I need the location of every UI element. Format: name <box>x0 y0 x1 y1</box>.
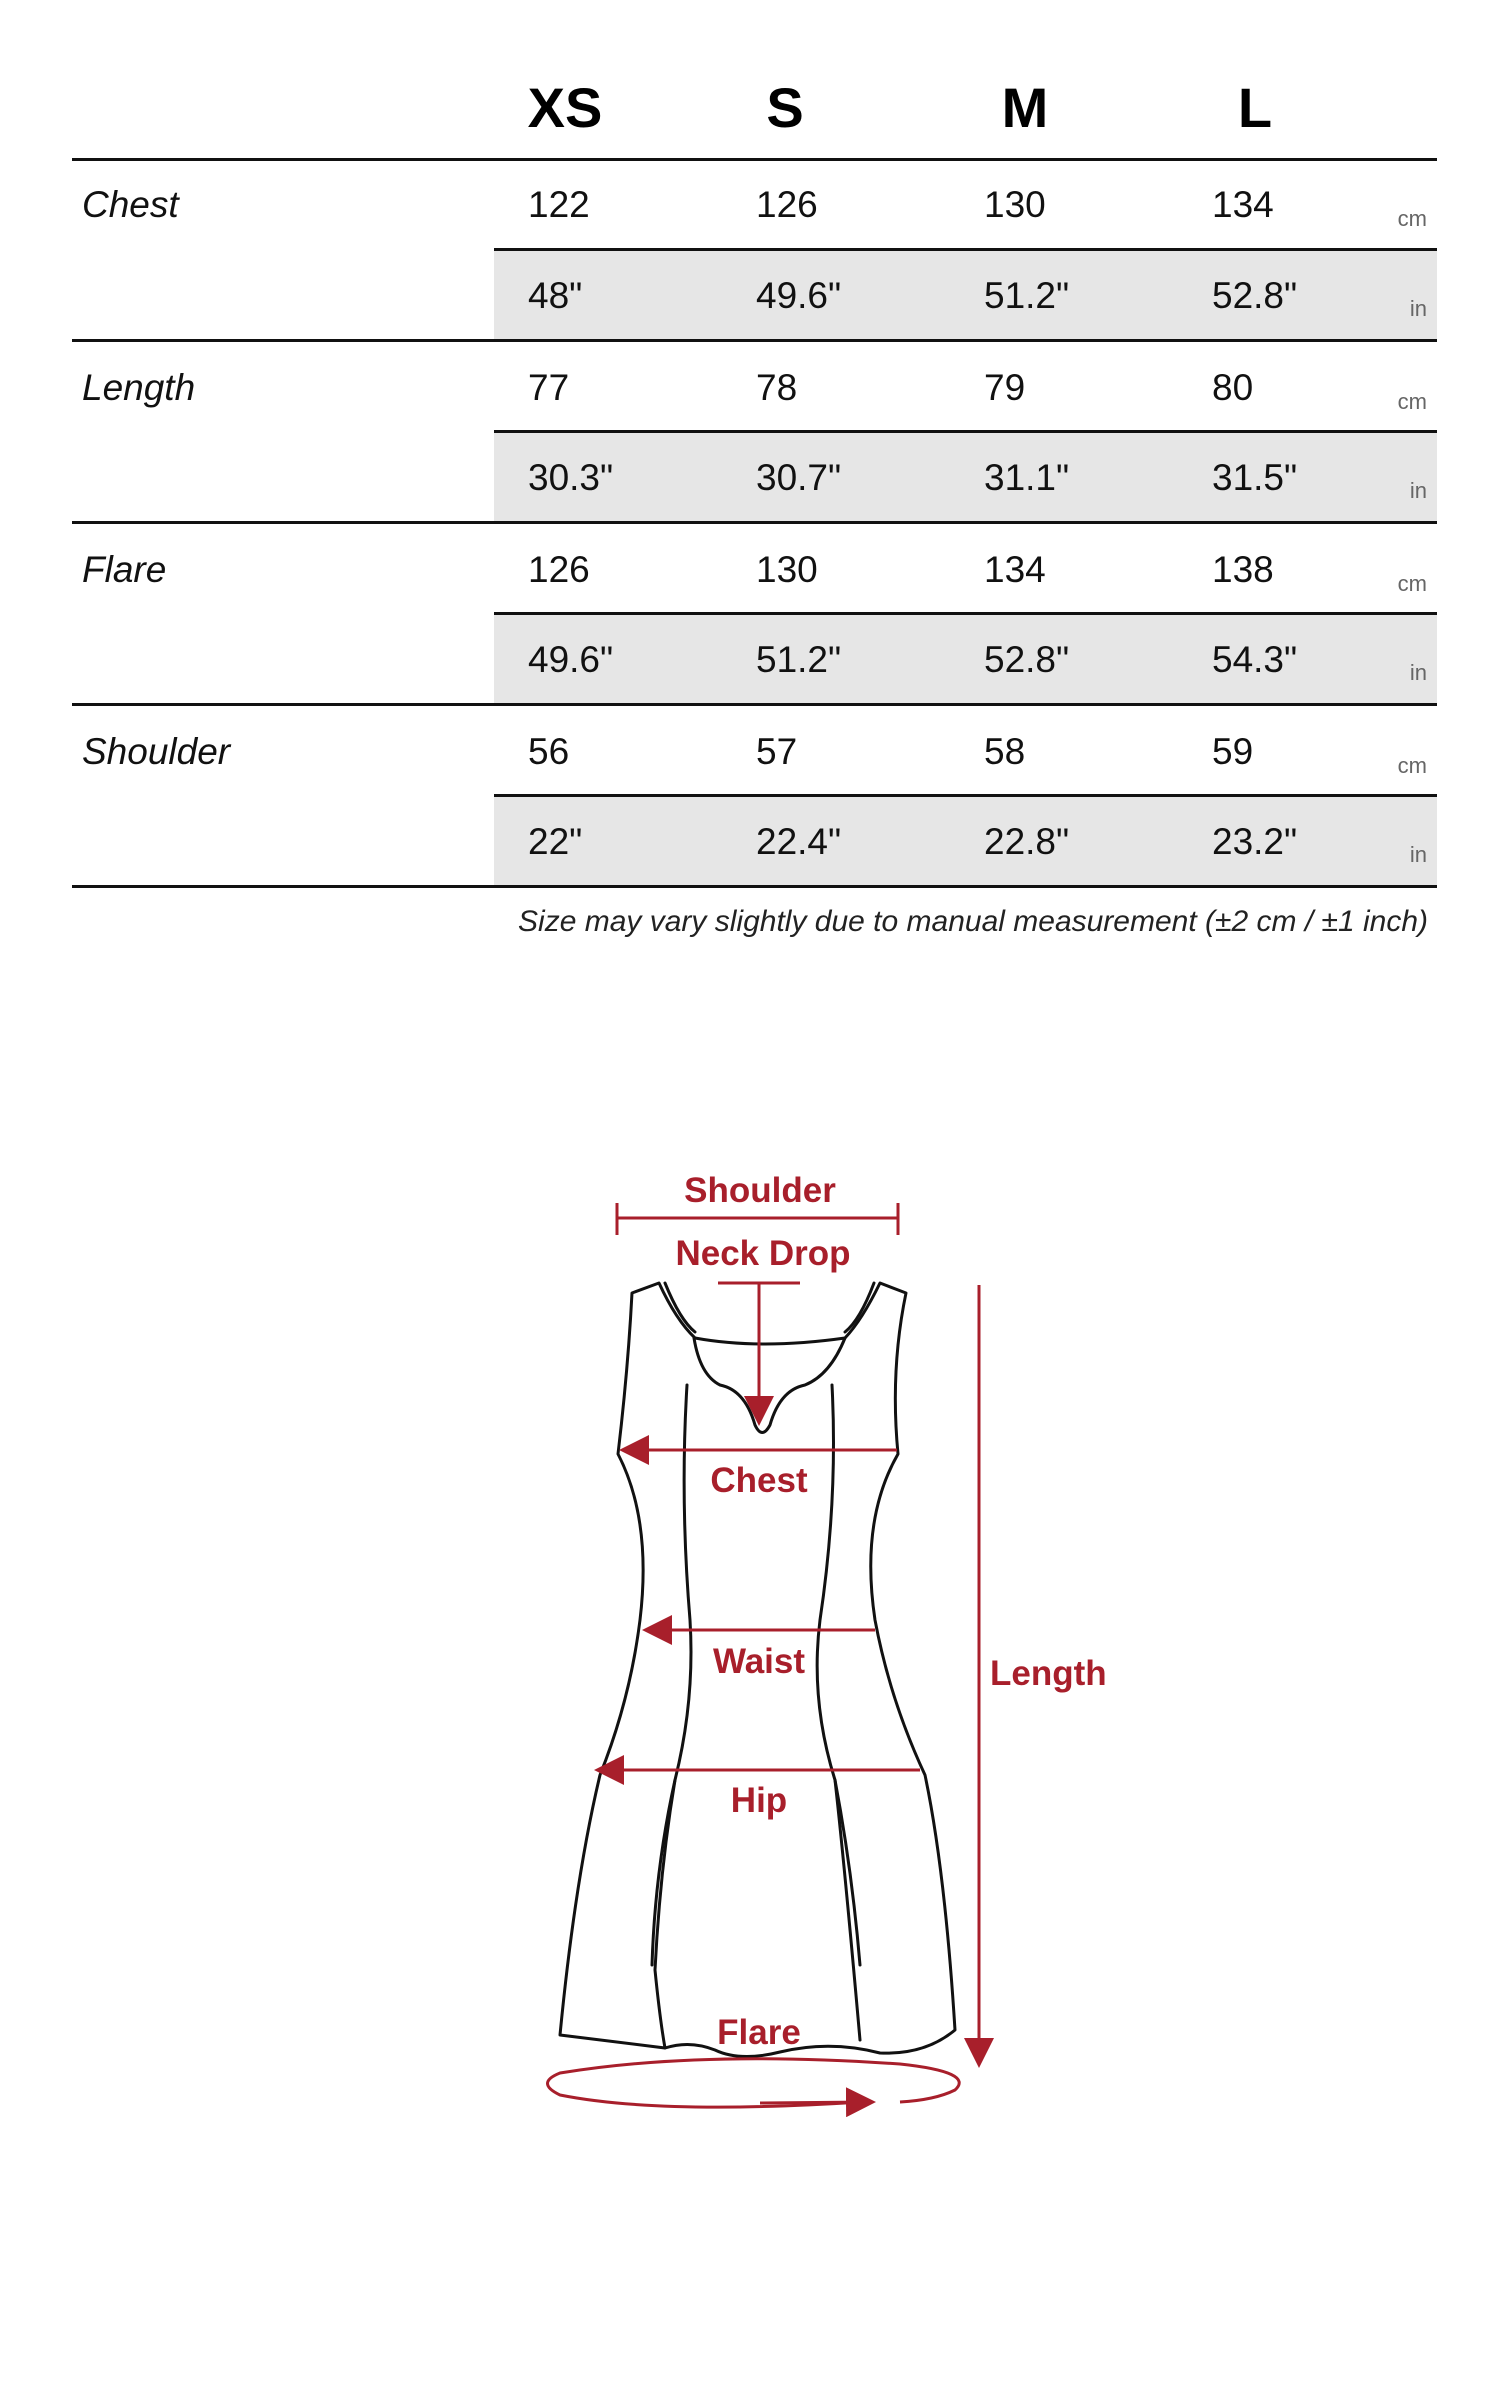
length-cm-l: 80 <box>1212 367 1254 408</box>
size-header-s: S <box>766 76 804 139</box>
unit-cm: cm <box>1397 389 1427 414</box>
chest-in-s: 49.6" <box>756 275 842 316</box>
length-in-xs: 30.3" <box>528 457 614 498</box>
flare-cm-m: 134 <box>984 549 1046 590</box>
flare-cm-xs: 126 <box>528 549 590 590</box>
size-header-l: L <box>1237 76 1273 139</box>
shoulder-cm-l: 59 <box>1212 731 1254 772</box>
hip-label: Hip <box>730 1781 788 1820</box>
flare-cm-l: 138 <box>1212 549 1274 590</box>
shoulder-cm-m: 58 <box>984 731 1026 772</box>
unit-in: in <box>1409 478 1427 503</box>
measure-label-flare: Flare <box>82 549 167 590</box>
waist-label: Waist <box>712 1642 806 1681</box>
neck-drop-measure <box>718 1283 800 1420</box>
flare-label: Flare <box>717 2013 801 2052</box>
length-in-m: 31.1" <box>984 457 1070 498</box>
length-cm-m: 79 <box>984 367 1026 408</box>
chest-in-xs: 48" <box>528 275 583 316</box>
shoulder-cm-xs: 56 <box>528 731 570 772</box>
shoulder-in-m: 22.8" <box>984 821 1070 862</box>
flare-cm-s: 130 <box>756 549 818 590</box>
unit-cm: cm <box>1397 571 1427 596</box>
flare-in-s: 51.2" <box>756 639 842 680</box>
chest-cm-m: 130 <box>984 184 1046 225</box>
shoulder-in-s: 22.4" <box>756 821 842 862</box>
shoulder-cm-s: 57 <box>756 731 798 772</box>
measurement-note: Size may vary slightly due to manual measurement (±2 cm / ±1 inch) <box>518 905 1428 938</box>
length-in-s: 30.7" <box>756 457 842 498</box>
neck-drop-label: Neck Drop <box>675 1234 851 1273</box>
unit-cm: cm <box>1397 753 1427 778</box>
shoulder-in-xs: 22" <box>528 821 583 862</box>
shoulder-label: Shoulder <box>684 1171 836 1210</box>
measure-label-length: Length <box>82 367 196 408</box>
measure-label-chest: Chest <box>82 184 179 225</box>
size-header-xs: XS <box>527 76 603 139</box>
unit-cm: cm <box>1397 206 1427 231</box>
chest-cm-xs: 122 <box>528 184 590 225</box>
chest-cm-l: 134 <box>1212 184 1274 225</box>
chest-in-l: 52.8" <box>1212 275 1298 316</box>
unit-in: in <box>1409 842 1427 867</box>
length-cm-xs: 77 <box>528 367 570 408</box>
size-header-m: M <box>1001 76 1049 139</box>
chest-label: Chest <box>710 1461 808 1500</box>
unit-in: in <box>1409 660 1427 685</box>
measure-label-shoulder: Shoulder <box>82 731 231 772</box>
flare-in-m: 52.8" <box>984 639 1070 680</box>
length-label: Length <box>990 1654 1107 1693</box>
length-cm-s: 78 <box>756 367 798 408</box>
shoulder-in-l: 23.2" <box>1212 821 1298 862</box>
flare-measure <box>548 2059 960 2107</box>
chest-cm-s: 126 <box>756 184 818 225</box>
chest-in-m: 51.2" <box>984 275 1070 316</box>
flare-in-l: 54.3" <box>1212 639 1298 680</box>
flare-in-xs: 49.6" <box>528 639 614 680</box>
unit-in: in <box>1409 296 1427 321</box>
length-in-l: 31.5" <box>1212 457 1298 498</box>
